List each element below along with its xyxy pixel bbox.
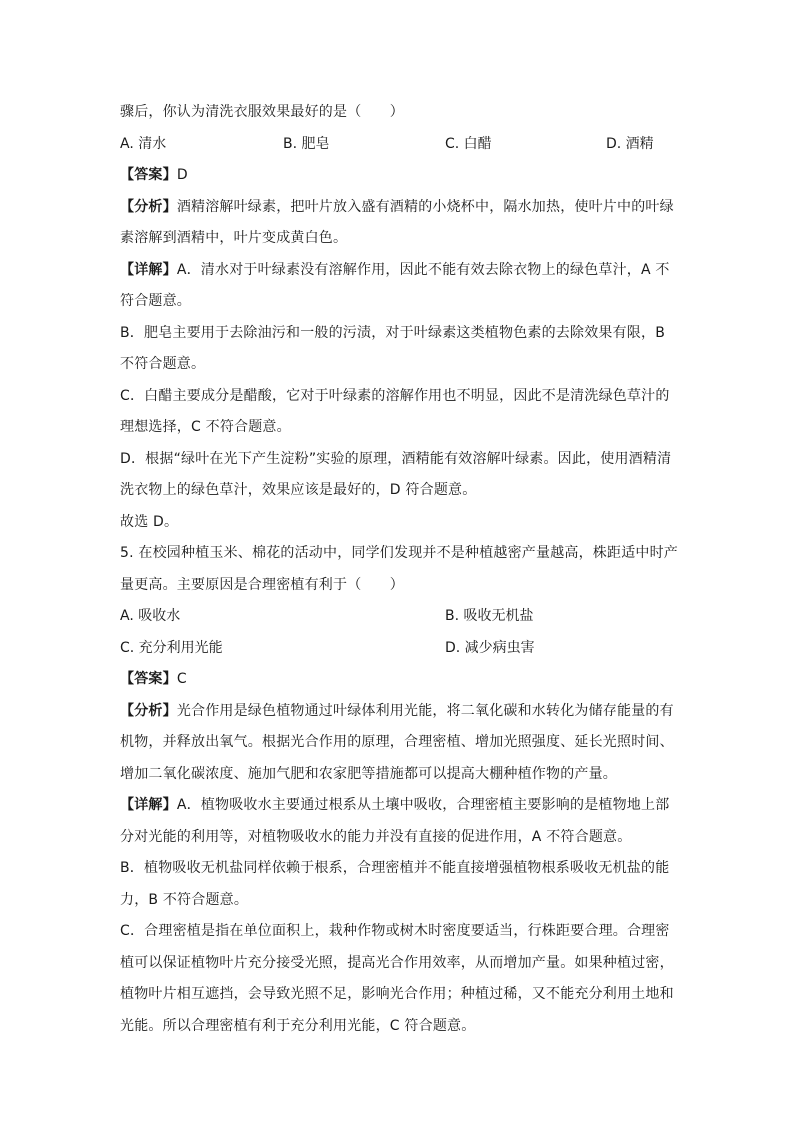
answer-value: C (176, 671, 187, 687)
q5-detail-c-line-1: C．合理密植是指在单位面积上，栽种作物或树木时密度要适当，行株距要合理。合理密 (120, 923, 670, 939)
q5-detail-c-line-4: 光能。所以合理密植有利于充分利用光能，C 符合题意。 (120, 1018, 476, 1034)
q4-option-a: A. 清水 (120, 136, 167, 152)
q5-detail-b-line-2: 力，B 不符合题意。 (120, 892, 249, 908)
q5-detail-c-line-2: 植可以保证植物叶片充分接受光照，提高光合作用效率，从而增加产量。如果种植过密， (120, 955, 674, 971)
q5-analysis-line-1 (120, 701, 680, 721)
q4-analysis-line-1 (120, 197, 680, 217)
q4-detail-b-line-2: 不符合题意。 (120, 356, 206, 372)
detail-label: 【详解】 (120, 797, 177, 813)
q5-option-d: D. 减少病虫害 (445, 640, 535, 656)
detail-text: A．清水对于叶绿素没有溶解作用，因此不能有效去除衣物上的绿色草汁，A 不 (176, 262, 670, 278)
q5-stem-line-1: 5. 在校园种植玉米、棉花的活动中，同学们发现并不是种植越密产量越高，株距适中时产 (120, 545, 679, 561)
q5-detail-b-line-1: B．植物吸收无机盐同样依赖于根系，合理密植并不能直接增强植物根系吸收无机盐的能 (120, 860, 670, 876)
q5-option-b: B. 吸收无机盐 (445, 608, 534, 624)
q4-detail-c-line-2: 理想选择，C 不符合题意。 (120, 419, 291, 435)
q4-detail-a-line-1 (120, 260, 680, 280)
q4-conclusion: 故选 D。 (120, 514, 179, 530)
q4-detail-c-line-1: C．白醋主要成分是醋酸，它对于叶绿素的溶解作用也不明显，因此不是清洗绿色草汁的 (120, 388, 670, 404)
q5-stem-line-2: 量更高。主要原因是合理密植有利于（ ） (120, 577, 404, 593)
q4-answer (120, 165, 680, 185)
answer-label: 【答案】 (120, 167, 177, 183)
analysis-text: 光合作用是绿色植物通过叶绿体利用光能，将二氧化碳和水转化为储存能量的有 (176, 703, 674, 719)
q4-detail-d-line-2: 洗衣物上的绿色草汁，效果应该是最好的，D 符合题意。 (120, 482, 477, 498)
q5-analysis-line-2: 机物，并释放出氧气。根据光合作用的原理，合理密植、增加光照强度、延长光照时间、 (120, 734, 674, 750)
q4-option-c: C. 白醋 (445, 136, 492, 152)
detail-text: A．植物吸收水主要通过根系从土壤中吸收，合理密植主要影响的是植物地上部 (176, 797, 670, 813)
q4-option-d: D. 酒精 (606, 136, 654, 152)
q4-analysis-line-2: 素溶解到酒精中，叶片变成黄白色。 (120, 230, 348, 246)
q5-detail-a-line-1 (120, 795, 680, 815)
q5-detail-c-line-3: 植物叶片相互遮挡，会导致光照不足，影响光合作用；种植过稀，又不能充分利用土地和 (120, 986, 674, 1002)
q4-stem: 骤后，你认为清洗衣服效果最好的是（ ） (120, 104, 404, 120)
q4-option-b: B. 肥皂 (283, 136, 330, 152)
q4-detail-a-line-2: 符合题意。 (120, 293, 191, 309)
analysis-label: 【分析】 (120, 199, 177, 215)
analysis-label: 【分析】 (120, 703, 177, 719)
answer-label: 【答案】 (120, 671, 177, 687)
q5-option-a: A. 吸收水 (120, 608, 181, 624)
q4-detail-b-line-1: B．肥皂主要用于去除油污和一般的污渍，对于叶绿素这类植物色素的去除效果有限，B (120, 325, 666, 341)
analysis-text: 酒精溶解叶绿素，把叶片放入盛有酒精的小烧杯中，隔水加热，使叶片中的叶绿 (176, 199, 674, 215)
q5-detail-a-line-2: 分对光能的利用等，对植物吸收水的能力并没有直接的促进作用，A 不符合题意。 (120, 829, 632, 845)
q5-analysis-line-3: 增加二氧化碳浓度、施加气肥和农家肥等措施都可以提高大棚种植作物的产量。 (120, 766, 617, 782)
q5-option-c: C. 充分利用光能 (120, 640, 223, 656)
answer-value: D (176, 167, 188, 183)
detail-label: 【详解】 (120, 262, 177, 278)
q5-answer (120, 669, 680, 689)
q4-detail-d-line-1: D．根据“绿叶在光下产生淀粉”实验的原理，酒精能有效溶解叶绿素。因此，使用酒精清 (120, 451, 672, 467)
